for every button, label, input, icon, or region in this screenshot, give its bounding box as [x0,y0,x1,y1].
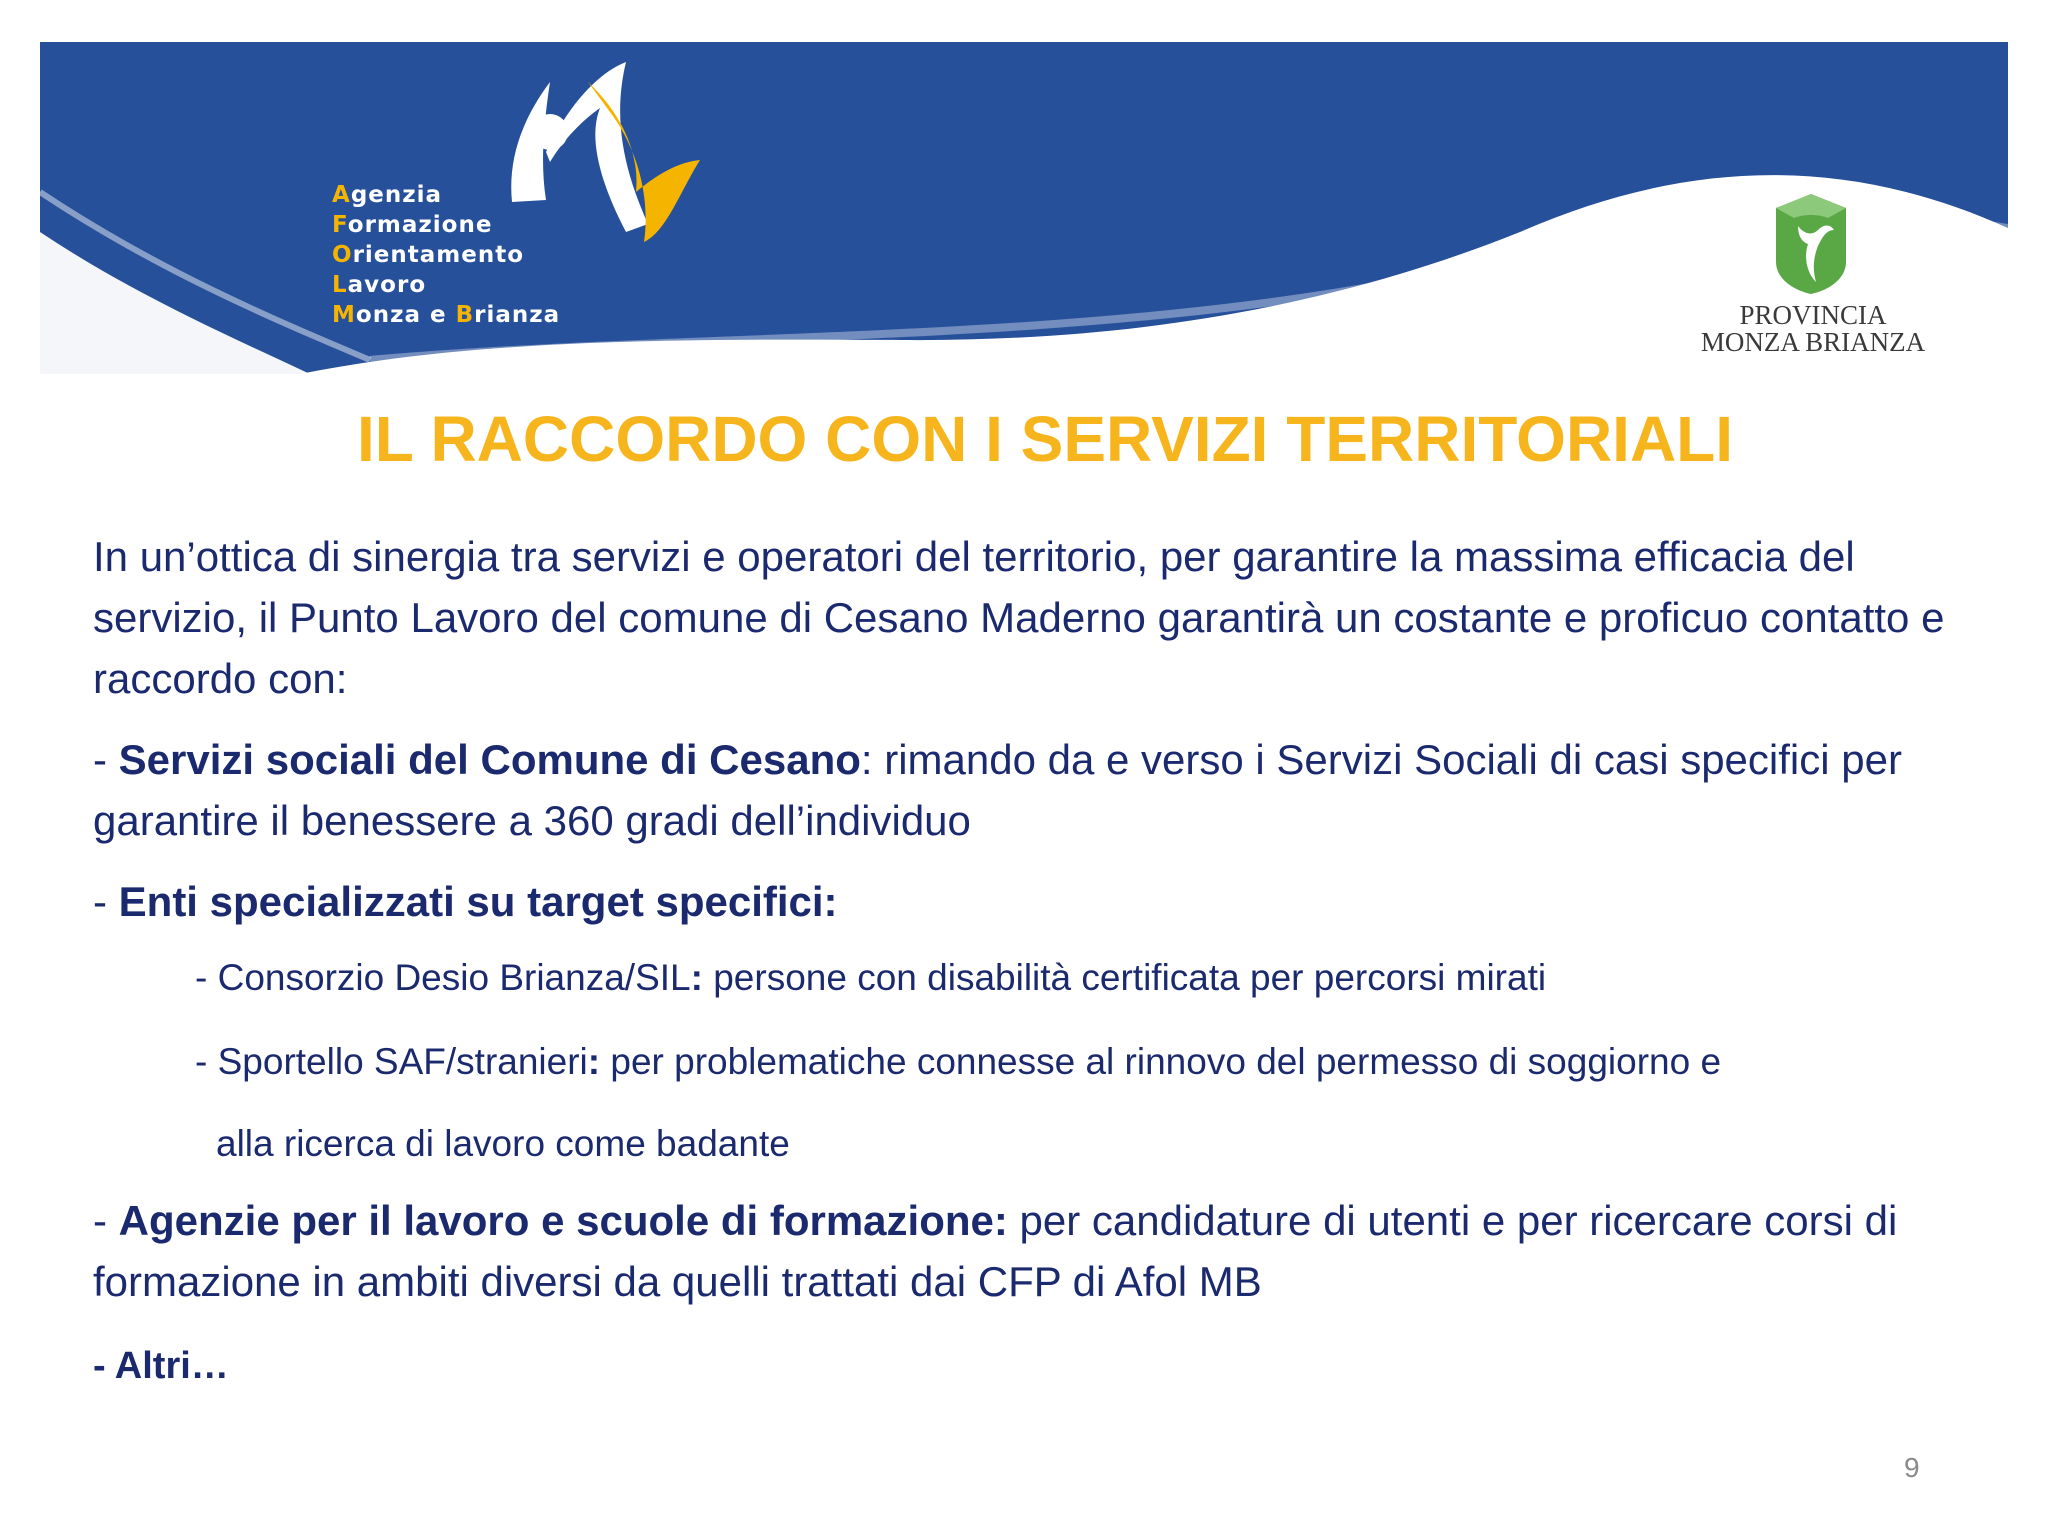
afol-line-1: Agenzia [332,182,443,208]
page-number: 9 [1904,1452,1920,1483]
province-name [1680,302,1946,356]
slide-title: IL RACCORDO CON I SERVIZI TERRITORIALI [356,403,1734,475]
sub-item-name: Consorzio Desio Brianza/SIL [217,957,691,998]
dash: - [93,878,119,925]
sub-item-text: per problematiche connesse al rinnovo del permesso di soggiorno e [600,1041,1722,1082]
list-item-altri: - Altri… [93,1345,229,1387]
sub-item-sportello-continuation: alla ricerca di lavoro come badante [216,1123,790,1164]
slide-body [93,526,2013,1397]
item-heading: Agenzie per il lavoro e scuole di formazione: [118,1197,1008,1244]
sub-item-name: Sportello SAF/stranieri [217,1041,588,1082]
colon: : [587,1041,601,1082]
province-name-line-2: MONZA BRIANZA [1700,327,1926,357]
dash: - [93,736,119,783]
afol-line-4: Lavoro [332,272,427,298]
item-text: : rimando da e verso i Servizi Sociali di casi specifici per garantire il benessere a 360 gradi dell’individuo [93,736,1902,844]
afol-logo-text [332,180,560,330]
item-text: per candidature di utenti e per ricercare corsi di formazione in ambiti diversi da quelli trattati dai CFP di Afol MB [93,1197,1898,1305]
afol-line-3: Orientamento [332,242,525,268]
list-item-enti-specializzati [93,871,2013,932]
dash: - [195,957,218,998]
colon: : [690,957,703,998]
list-item-servizi-sociali [93,729,2013,851]
afol-line-5: Monza e Brianza [332,302,561,328]
sub-item-consorzio [93,936,2013,1020]
dash: - [195,1041,218,1082]
afol-line-2: Formazione [332,212,493,238]
province-shield-icon [1768,190,1854,296]
item-heading: Enti specializzati su target specifici: [118,878,838,925]
intro-paragraph: In un’ottica di sinergia tra servizi e operatori del territorio, per garantire la massima efficacia del servizio, il Punto Lavoro del comune di Cesano Maderno garantirà un costante e proficuo contatto e raccordo con: [93,533,1945,702]
province-name-line-1: PROVINCIA [1739,300,1887,330]
sub-item-text: persone con disabilità certificata per percorsi mirati [702,957,1547,998]
item-heading: Servizi sociali del Comune di Cesano [118,736,861,783]
list-item-agenzie [93,1190,2013,1312]
sub-item-sportello [93,1020,2013,1104]
dash: - [93,1197,119,1244]
